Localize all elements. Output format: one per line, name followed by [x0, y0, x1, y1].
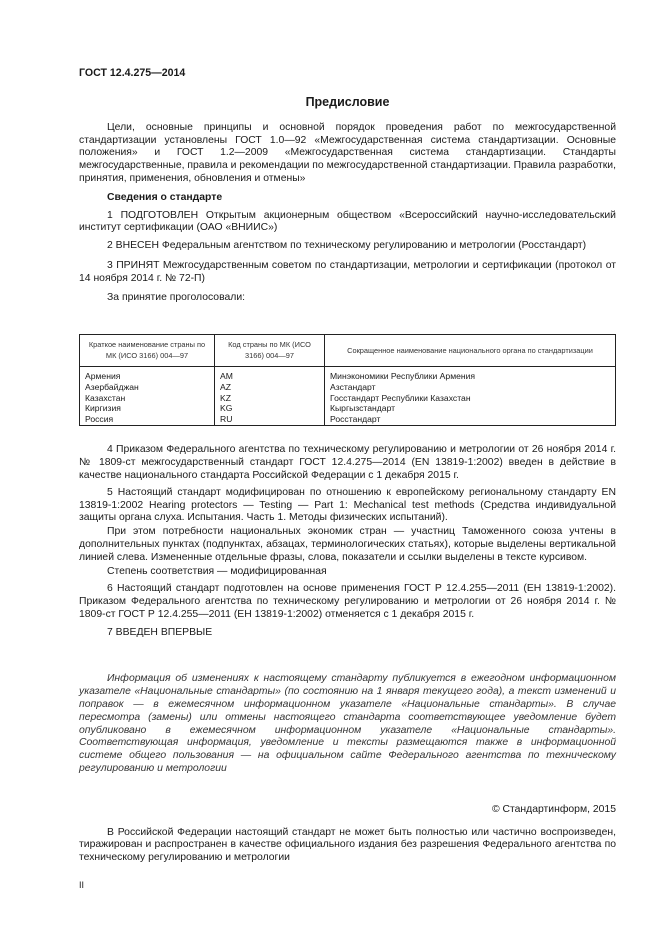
table-row — [80, 393, 616, 404]
item-5-conformity: Степень соответствия — модифицированная — [107, 565, 327, 577]
code-cell: AZ — [215, 382, 325, 393]
page-number: II — [79, 880, 85, 891]
country-cell: Киргизия — [80, 403, 215, 414]
item-2: 2 ВНЕСЕН Федеральным агентством по техническому регулированию и метрологии (Росстандарт) — [107, 240, 587, 252]
amendments-notice: Информация об изменениях к настоящему стандарту публикуется в ежегодном информационном указателе «Национальные стандарты» (по состоянию на 1 января текущего года), а текст изменений и поправок — в ежемесячном информационном указателе «Национальные стандарты». В случае пересмотра (замены) или отмены настоящего стандарта соответствующее уведомление будет опубликовано в ежемесячном информационном указателе «Национальные стандарты». Соответствующая информация, уведомление и тексты размещаются также в информационной системе общего пользования — на официальном сайте Федерального агентства по техническому регулированию и метрологии — [79, 673, 616, 775]
voting-table — [79, 334, 616, 426]
item-5: 5 Настоящий стандарт модифицирован по отношению к европейскому региональному стандарту EN 13819-1:2002 Hearing protectors — Testing — Part 1: Mechanical test methods (Средства индивидуальной защиты органа слуха. Испытания. Часть 1. Методы физических испытаний). — [79, 486, 616, 524]
copyright: © Стандартинформ, 2015 — [491, 803, 616, 815]
table-row — [80, 382, 616, 393]
item-6: 6 Настоящий стандарт подготовлен на основе применения ГОСТ Р 12.4.255—2011 (ЕН 13819-1:2002). Приказом Федерального агентства по техническому регулированию и метрологии от 26 ноября 2014 г. № 1809-ст ГОСТ Р 12.4.255—2011 (ЕН 13819-1:2002) отменяется с 1 декабря 2015 г. — [79, 583, 616, 620]
section-heading: Сведения о стандарте — [107, 191, 223, 203]
table-header: Код страны по МК (ИСО 3166) 004—97 — [215, 335, 325, 367]
country-cell: Россия — [80, 414, 215, 426]
country-cell: Азербайджан — [80, 382, 215, 393]
code-cell: RU — [215, 414, 325, 426]
item-3: 3 ПРИНЯТ Межгосударственным советом по стандартизации, метрологии и сертификации (протокол от 14 ноября 2014 г. № 72-П) — [79, 259, 616, 284]
table-row — [80, 414, 616, 426]
code-cell: KG — [215, 403, 325, 414]
rights-notice: В Российской Федерации настоящий стандарт не может быть полностью или частично воспроизведен, тиражирован и распространен в качестве официального издания без разрешения Федерального агентства по техническому регулированию и метрологии — [79, 826, 616, 864]
country-cell: Армения — [80, 367, 215, 382]
page-title: Предисловие — [305, 94, 390, 109]
table-row — [80, 403, 616, 414]
item-5-note: При этом потребности национальных экономик стран — участниц Таможенного союза учтены в дополнительных пунктах (подпунктах, абзацах, терминологических статьях), которые выделены вертикальной линией слева. Измененные отдельные фразы, слова, показатели и ссылки выделены в тексте курсивом. — [79, 526, 616, 563]
code-cell: KZ — [215, 393, 325, 404]
body-cell: Росстандарт — [325, 414, 616, 426]
table-header: Краткое наименование страны по МК (ИСО 3166) 004—97 — [80, 335, 215, 367]
table-header: Сокращенное наименование национального органа по стандартизации — [325, 335, 616, 367]
body-cell: Кыргызстандарт — [325, 403, 616, 414]
item-4: 4 Приказом Федерального агентства по техническому регулированию и метрологии от 26 ноября 2014 г. № 1809-ст межгосударственный стандарт ГОСТ 12.4.275—2014 (EN 13819-1:2002) введен в действие в качестве национального стандарта Российской Федерации с 1 декабря 2015 г. — [79, 444, 616, 481]
voted-label: За принятие проголосовали: — [107, 291, 246, 303]
intro-paragraph: Цели, основные принципы и основной порядок проведения работ по межгосударственной стандартизации установлены ГОСТ 1.0—92 «Межгосударственная система стандартизации. Основные положения» и ГОСТ 1.2—2009 «Межгосударственная система стандартизации. Стандарты межгосударственные, правила и рекомендации по межгосударственной стандартизации. Правила разработки, принятия, применения, обновления и отмены» — [79, 121, 616, 184]
code-cell: AM — [215, 367, 325, 382]
body-cell: Азстандарт — [325, 382, 616, 393]
body-cell: Госстандарт Республики Казахстан — [325, 393, 616, 404]
table-row — [80, 367, 616, 382]
document-header: ГОСТ 12.4.275—2014 — [79, 67, 186, 79]
item-1: 1 ПОДГОТОВЛЕН Открытым акционерным обществом «Всероссийский научно-исследовательский институт сертификации (ОАО «ВНИИС») — [79, 209, 616, 234]
body-cell: Минэкономики Республики Армения — [325, 367, 616, 382]
country-cell: Казахстан — [80, 393, 215, 404]
item-7: 7 ВВЕДЕН ВПЕРВЫЕ — [107, 626, 213, 638]
